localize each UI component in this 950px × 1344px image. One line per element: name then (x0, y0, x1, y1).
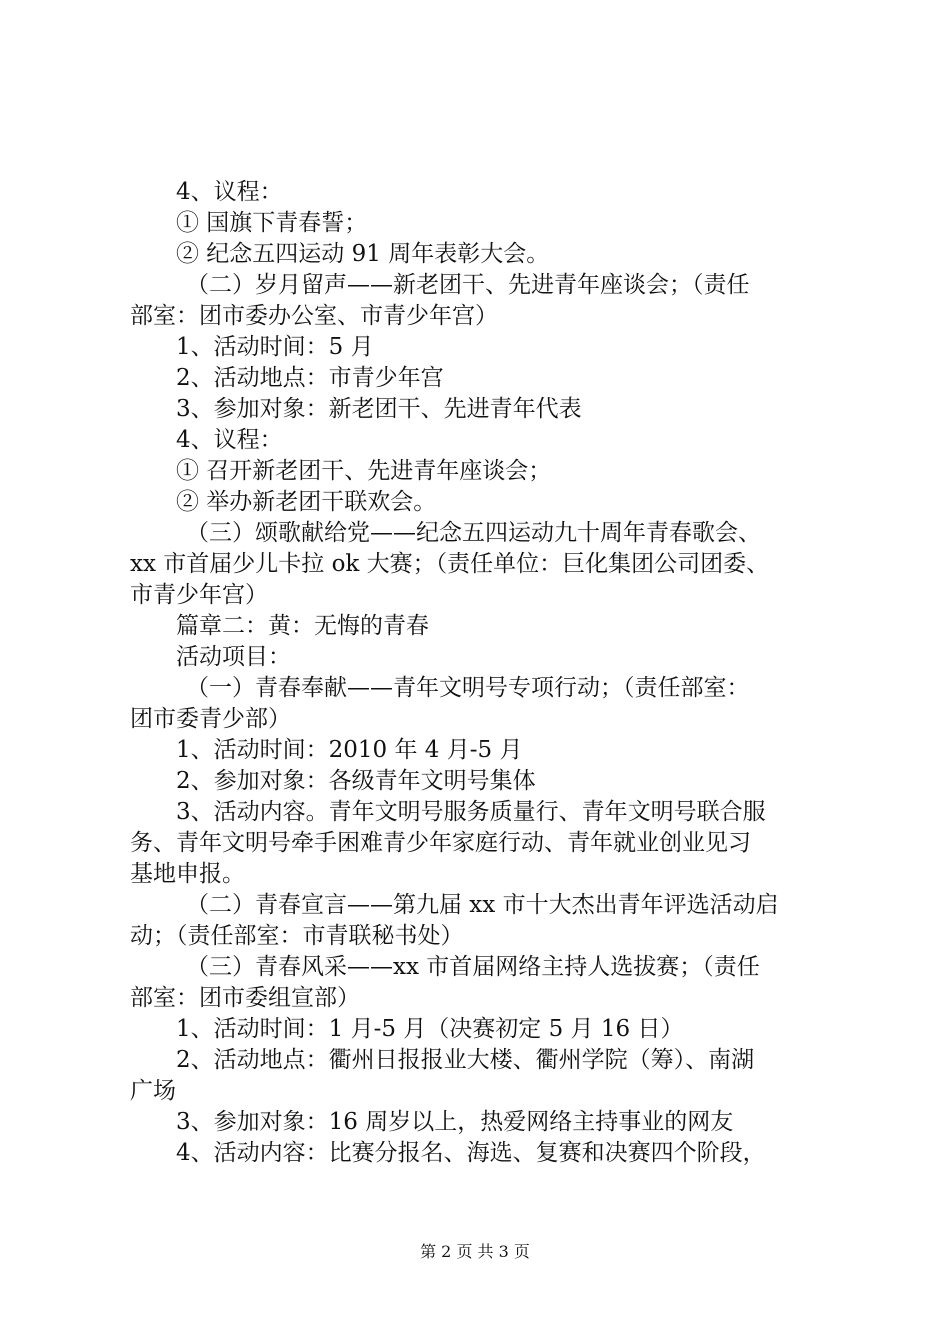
text-line: 2、活动地点：衢州日报报业大楼、衢州学院（筹）、南湖 (176, 1047, 755, 1073)
text-line: ② 纪念五四运动 91 周年表彰大会。 (176, 241, 550, 267)
text-line: （二）青春宣言——第九届 xx 市十大杰出青年评选活动启 (186, 892, 779, 918)
text-line: （二）岁月留声——新老团干、先进青年座谈会；（责任 (186, 272, 750, 298)
text-line: 1、活动时间：5 月 (176, 334, 374, 360)
text-line: xx 市首届少儿卡拉 ok 大赛；（责任单位：巨化集团公司团委、 (130, 551, 770, 577)
document-body (130, 177, 830, 1169)
text-line: 3、活动内容。青年文明号服务质量行、青年文明号联合服 (176, 799, 766, 825)
text-line: 活动项目： (176, 644, 291, 670)
text-line: 部室：团市委办公室、市青少年宫） (130, 303, 498, 329)
text-line: ① 召开新老团干、先进青年座谈会； (176, 458, 552, 484)
text-line: ② 举办新老团干联欢会。 (176, 489, 437, 515)
text-line: 动；（责任部室：市青联秘书处） (130, 923, 464, 949)
text-line: （三）青春风采——xx 市首届网络主持人选拔赛；（责任 (186, 954, 760, 980)
text-line: 3、参加对象：新老团干、先进青年代表 (176, 396, 582, 422)
text-line: 务、青年文明号牵手困难青少年家庭行动、青年就业创业见习 (130, 830, 751, 856)
text-line: 部室：团市委组宣部） (130, 985, 360, 1011)
text-line: 3、参加对象：16 周岁以上，热爱网络主持事业的网友 (176, 1109, 734, 1135)
text-line: 市青少年宫） (130, 582, 268, 608)
text-line: 基地申报。 (130, 861, 245, 887)
page-footer: 第 2 页 共 3 页 (420, 1242, 530, 1261)
text-line: 1、活动时间：2010 年 4 月-5 月 (176, 737, 523, 763)
text-line: 4、议程： (176, 427, 283, 453)
text-line: （三）颂歌献给党——纪念五四运动九十周年青春歌会、 (186, 520, 761, 546)
text-line: （一）青春奉献——青年文明号专项行动；（责任部室： (186, 675, 750, 701)
section-heading: 篇章二：黄：无悔的青春 (176, 613, 429, 639)
text-line: 1、活动时间：1 月-5 月（决赛初定 5 月 16 日） (176, 1016, 684, 1042)
text-line: 2、参加对象：各级青年文明号集体 (176, 768, 536, 794)
text-line: 4、活动内容：比赛分报名、海选、复赛和决赛四个阶段， (176, 1140, 766, 1166)
text-line: 团市委青少部） (130, 706, 291, 732)
text-line: 2、活动地点：市青少年宫 (176, 365, 444, 391)
text-line: ① 国旗下青春誓； (176, 210, 368, 236)
text-line: 广场 (130, 1078, 176, 1104)
text-line: 4、议程： (176, 179, 283, 205)
